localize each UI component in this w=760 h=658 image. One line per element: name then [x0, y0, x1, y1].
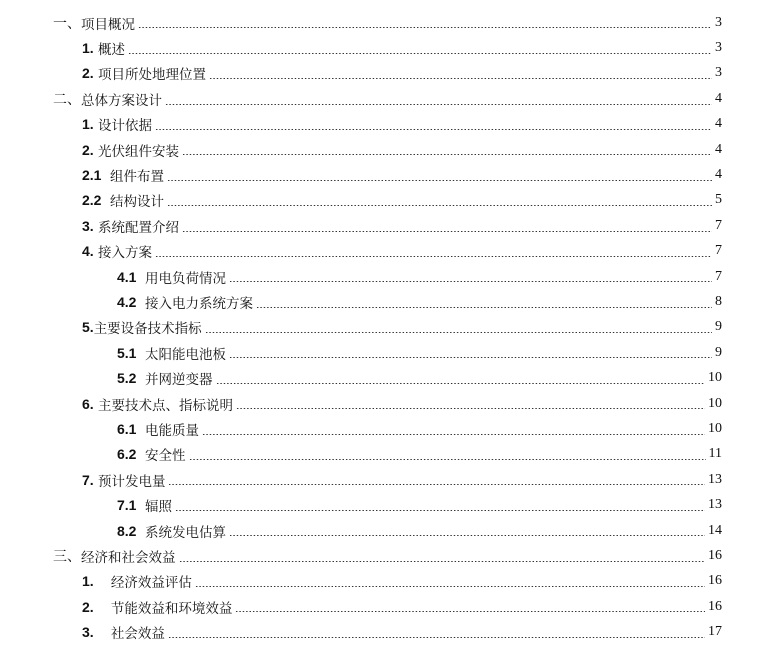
entry-title: 经济效益评估 — [93, 575, 192, 592]
toc-entry[interactable] — [0, 569, 760, 594]
toc-entry[interactable] — [0, 289, 760, 314]
entry-title: 主要设备技术指标 — [93, 321, 202, 338]
table-of-contents — [0, 10, 760, 645]
entry-title: 用电负荷情况 — [136, 270, 227, 287]
dot-leader — [175, 510, 705, 511]
entry-title: 概述 — [93, 42, 125, 59]
toc-entry[interactable] — [0, 35, 760, 60]
entry-title: 项目所处地理位置 — [93, 67, 206, 84]
entry-page-number: 8 — [715, 293, 722, 309]
dot-leader — [229, 357, 712, 358]
entry-title: 总体方案设计 — [81, 92, 162, 109]
dot-leader — [138, 27, 712, 28]
toc-entry[interactable] — [0, 518, 760, 543]
entry-title: 设计依据 — [93, 118, 152, 135]
toc-entry[interactable] — [0, 162, 760, 187]
toc-entry[interactable] — [0, 264, 760, 289]
dot-leader — [165, 104, 712, 105]
toc-entry[interactable] — [0, 492, 760, 517]
entry-number: 5.1 — [117, 344, 137, 361]
toc-entry[interactable] — [0, 467, 760, 492]
entry-page-number: 16 — [708, 598, 722, 614]
entry-number: 6.1 — [117, 420, 137, 437]
dot-leader — [182, 154, 712, 155]
entry-page-number: 7 — [715, 217, 722, 233]
dot-leader — [167, 205, 712, 206]
toc-entry[interactable] — [0, 365, 760, 390]
entry-page-number: 10 — [708, 370, 722, 386]
entry-title: 节能效益和环境效益 — [93, 600, 233, 617]
entry-title: 结构设计 — [101, 194, 165, 211]
dot-leader — [182, 231, 712, 232]
dot-leader — [128, 53, 712, 54]
dot-leader — [236, 408, 705, 409]
entry-page-number: 9 — [715, 344, 722, 360]
toc-entry[interactable] — [0, 137, 760, 162]
dot-leader — [155, 129, 712, 130]
entry-number: 8.2 — [117, 522, 137, 539]
toc-entry[interactable] — [0, 86, 760, 111]
entry-page-number: 13 — [708, 471, 722, 487]
toc-entry[interactable] — [0, 416, 760, 441]
dot-leader — [179, 561, 706, 562]
entry-page-number: 10 — [708, 420, 722, 436]
entry-title: 电能质量 — [136, 422, 200, 439]
entry-page-number: 16 — [708, 573, 722, 589]
entry-title: 系统发电估算 — [136, 524, 227, 541]
entry-page-number: 7 — [715, 243, 722, 259]
toc-entry[interactable] — [0, 61, 760, 86]
entry-title: 安全性 — [136, 448, 186, 465]
entry-page-number: 16 — [708, 547, 722, 563]
dot-leader — [216, 383, 705, 384]
entry-number: 1. — [82, 573, 94, 590]
entry-page-number: 7 — [715, 268, 722, 284]
entry-title: 主要技术点、指标说明 — [93, 397, 233, 414]
entry-page-number: 4 — [715, 167, 722, 183]
toc-entry[interactable] — [0, 213, 760, 238]
dot-leader — [195, 586, 705, 587]
dot-leader — [168, 637, 705, 638]
entry-number: 2. — [82, 141, 94, 158]
entry-number: 6.2 — [117, 446, 137, 463]
toc-entry[interactable] — [0, 239, 760, 264]
dot-leader — [155, 256, 712, 257]
entry-number: 5. — [82, 319, 94, 336]
toc-entry[interactable] — [0, 543, 760, 568]
toc-entry[interactable] — [0, 442, 760, 467]
entry-page-number: 3 — [715, 65, 722, 81]
entry-number: 2. — [82, 598, 94, 615]
toc-entry[interactable] — [0, 188, 760, 213]
entry-number: 7.1 — [117, 497, 137, 514]
entry-number: 一、 — [53, 15, 81, 32]
toc-entry[interactable] — [0, 112, 760, 137]
entry-title: 经济和社会效益 — [81, 549, 176, 566]
entry-page-number: 10 — [708, 395, 722, 411]
entry-number: 6. — [82, 395, 94, 412]
entry-title: 系统配置介绍 — [93, 219, 179, 236]
toc-entry[interactable] — [0, 619, 760, 644]
dot-leader — [205, 332, 712, 333]
entry-number: 4.1 — [117, 268, 137, 285]
dot-leader — [229, 535, 705, 536]
toc-entry[interactable] — [0, 340, 760, 365]
entry-number: 7. — [82, 471, 94, 488]
entry-number: 1. — [82, 40, 94, 57]
toc-entry[interactable] — [0, 391, 760, 416]
entry-title: 社会效益 — [93, 626, 165, 643]
toc-entry[interactable] — [0, 10, 760, 35]
entry-number: 5.2 — [117, 370, 137, 387]
dot-leader — [189, 459, 706, 460]
toc-entry[interactable] — [0, 315, 760, 340]
dot-leader — [202, 434, 705, 435]
entry-title: 组件布置 — [101, 169, 165, 186]
entry-number: 4. — [82, 243, 94, 260]
entry-page-number: 13 — [708, 497, 722, 513]
entry-title: 预计发电量 — [93, 473, 166, 490]
dot-leader — [229, 281, 712, 282]
entry-number: 2.1 — [82, 167, 102, 184]
entry-page-number: 4 — [715, 141, 722, 157]
entry-page-number: 5 — [715, 192, 722, 208]
entry-title: 并网逆变器 — [136, 372, 213, 389]
entry-page-number: 3 — [715, 40, 722, 56]
dot-leader — [168, 484, 705, 485]
entry-page-number: 17 — [708, 624, 722, 640]
dot-leader — [167, 180, 712, 181]
dot-leader — [235, 611, 705, 612]
entry-number: 三、 — [53, 548, 81, 565]
entry-number: 3. — [82, 217, 94, 234]
entry-page-number: 9 — [715, 319, 722, 335]
dot-leader — [209, 78, 712, 79]
entry-page-number: 4 — [715, 116, 722, 132]
entry-number: 3. — [82, 624, 94, 641]
entry-title: 辐照 — [136, 499, 173, 516]
toc-entry[interactable] — [0, 594, 760, 619]
entry-page-number: 4 — [715, 90, 722, 106]
entry-number: 二、 — [53, 91, 81, 108]
entry-number: 2. — [82, 65, 94, 82]
entry-number: 1. — [82, 116, 94, 133]
entry-page-number: 14 — [708, 522, 722, 538]
entry-number: 4.2 — [117, 293, 137, 310]
entry-title: 光伏组件安装 — [93, 143, 179, 160]
entry-page-number: 11 — [708, 446, 722, 462]
dot-leader — [256, 307, 712, 308]
entry-title: 太阳能电池板 — [136, 346, 227, 363]
entry-title: 接入电力系统方案 — [136, 295, 254, 312]
entry-number: 2.2 — [82, 192, 102, 209]
entry-title: 项目概况 — [81, 16, 135, 33]
entry-title: 接入方案 — [93, 245, 152, 262]
entry-page-number: 3 — [715, 14, 722, 30]
